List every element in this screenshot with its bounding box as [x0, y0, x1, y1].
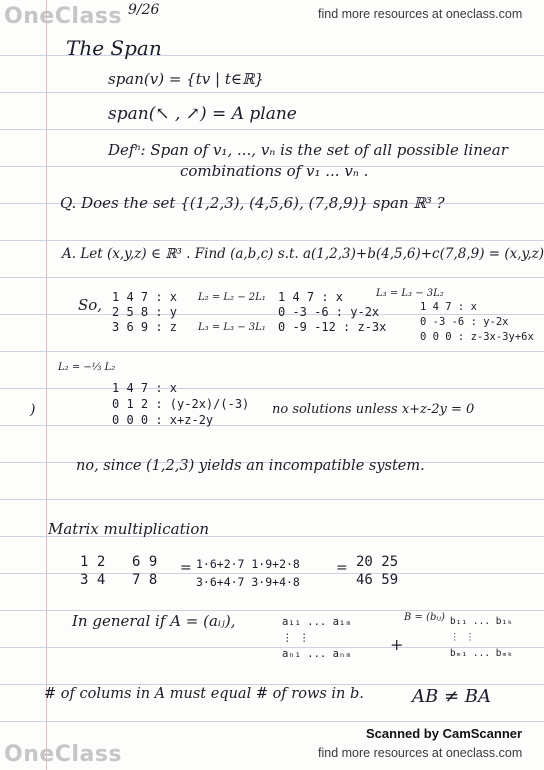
title: The Span	[66, 36, 162, 60]
answer-line: A. Let (x,y,z) ∈ ℝ³ . Find (a,b,c) s.t. a(1,2,3)+b(4,5,6)+c(7,8,9) = (x,y,z)	[62, 246, 544, 262]
matrix-B-general	[450, 614, 513, 662]
matrix-4-row: 1 4 7 : x	[112, 381, 178, 395]
ruled-line	[0, 610, 544, 611]
mm-expansion-row: 1·6+2·7 1·9+2·8	[196, 557, 300, 571]
matrix-3	[420, 300, 534, 345]
matrix-2-row: 1 4 7 : x	[278, 290, 344, 304]
matrix-A-row: ⋮ ⋮	[282, 632, 310, 644]
mm-equals-1: =	[180, 560, 192, 576]
row-op-1b: L₃ = L₃ − 3L₁	[198, 322, 266, 333]
mm-b-row: 6 9	[132, 554, 158, 570]
row-op-2: L₃ = L₃ − 3L₂	[376, 288, 444, 299]
matrix-4	[112, 380, 249, 428]
matrix-4-row: 0 1 2 : (y-2x)/(-3)	[112, 397, 250, 411]
definition-line-2: combinations of v₁ ... vₙ .	[180, 162, 369, 180]
ruled-line	[0, 92, 544, 93]
row-op-3: L₂ = −⅓ L₂	[58, 362, 116, 373]
camscanner-watermark: Scanned by CamScanner	[366, 726, 523, 741]
ruled-line	[0, 351, 544, 352]
oneclass-tagline-bottom[interactable]: find more resources at oneclass.com	[318, 746, 523, 760]
matrix-1	[112, 290, 177, 335]
ruled-line	[0, 684, 544, 685]
span-v-line: span(v) = {tv | t∈ℝ}	[108, 70, 264, 88]
mm-expansion	[196, 555, 300, 591]
conclusion-line: no, since (1,2,3) yields an incompatible system.	[76, 458, 425, 474]
matrix-4-row: 0 0 0 : x+z-2y	[112, 413, 214, 427]
mm-matrix-a	[80, 553, 105, 589]
span-plane-line: span(↖ , ↗) = A plane	[108, 104, 297, 124]
matrix-3-row: 0 -3 -6 : y-2x	[420, 316, 509, 328]
definition-line-1: Defⁿ: Span of v₁, ..., vₙ is the set of all possible linear	[108, 141, 508, 159]
oneclass-tagline-top[interactable]: find more resources at oneclass.com	[318, 7, 523, 21]
matrix-1-row: 3 6 9 : z	[112, 320, 178, 334]
mm-result-row: 46 59	[356, 572, 399, 588]
matrix-3-row: 1 4 7 : x	[420, 301, 477, 313]
columns-rows-rule: # of colums in A must equal # of rows in b.	[44, 686, 364, 702]
matrix-2	[278, 290, 386, 335]
ruled-line	[0, 499, 544, 500]
ruled-line	[0, 425, 544, 426]
oneclass-logo-bottom[interactable]: OneClass	[4, 742, 123, 767]
matrix-multiplication-heading: Matrix multiplication	[48, 520, 210, 538]
general-line: In general if A = (aᵢⱼ),	[72, 612, 236, 630]
oneclass-logo-top[interactable]: OneClass	[4, 4, 123, 29]
ab-not-ba: AB ≠ BA	[412, 686, 491, 707]
matrix-A-general	[282, 614, 352, 662]
matrix-1-row: 1 4 7 : x	[112, 290, 178, 304]
ruled-line	[0, 388, 544, 389]
plus-sign: +	[390, 635, 404, 654]
matrix-1-row: 2 5 8 : y	[112, 305, 178, 319]
ruled-line	[0, 240, 544, 241]
no-solutions-text: no solutions unless x+z-2y = 0	[272, 402, 475, 417]
mm-result-row: 20 25	[356, 554, 399, 570]
matrix-B-row: b₁₁ ... b₁ₖ	[450, 616, 513, 627]
date: 9/26	[128, 2, 160, 18]
margin-line	[46, 0, 47, 770]
ruled-line	[0, 721, 544, 722]
matrix-3-row: 0 0 0 : z-3x-3y+6x	[420, 331, 534, 343]
mm-expansion-row: 3·6+4·7 3·9+4·8	[196, 575, 300, 589]
mm-result	[356, 553, 398, 589]
margin-paren: )	[30, 402, 36, 418]
mm-matrix-b	[132, 553, 157, 589]
ruled-line	[0, 129, 544, 130]
B-label: B = (bᵢⱼ)	[404, 612, 445, 623]
matrix-2-row: 0 -9 -12 : z-3x	[278, 320, 387, 334]
mm-equals-2: =	[336, 560, 348, 576]
matrix-A-row: a₁₁ ... a₁ₘ	[282, 616, 352, 628]
mm-a-row: 1 2	[80, 554, 106, 570]
ruled-line	[0, 277, 544, 278]
row-op-1a: L₂ = L₂ − 2L₁	[198, 292, 266, 303]
matrix-2-row: 0 -3 -6 : y-2x	[278, 305, 380, 319]
matrix-B-row: ⋮ ⋮	[450, 632, 475, 643]
matrix-A-row: aₙ₁ ... aₙₘ	[282, 648, 352, 660]
matrix-B-row: bₘ₁ ... bₘₖ	[450, 648, 513, 659]
question-line: Q. Does the set {(1,2,3), (4,5,6), (7,8,9)} span ℝ³ ?	[60, 194, 445, 212]
mm-a-row: 3 4	[80, 572, 106, 588]
so-label: So,	[78, 296, 103, 314]
mm-b-row: 7 8	[132, 572, 158, 588]
